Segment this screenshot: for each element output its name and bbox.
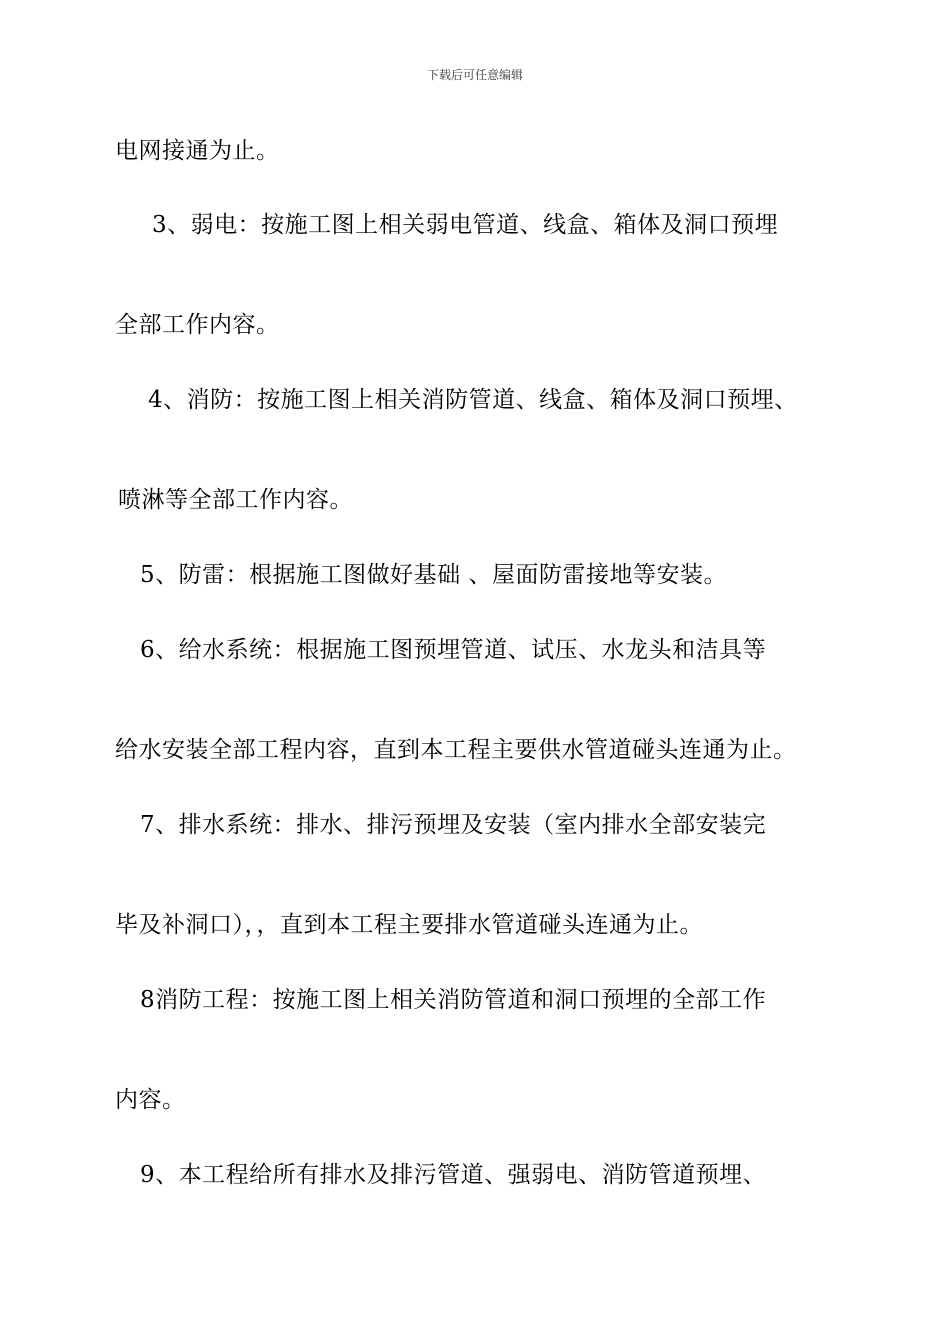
text-line-1: 电网接通为止。 <box>115 138 280 164</box>
text-line-10: 毕及补洞口），，直到本工程主要排水管道碰头连通为止。 <box>115 912 703 938</box>
text-line-2: 3、弱电：按施工图上相关弱电管道、线盒、箱体及洞口预埋 <box>152 212 779 238</box>
text-line-11: 8消防工程：按施工图上相关消防管道和洞口预埋的全部工作 <box>140 987 767 1013</box>
text-line-8: 给水安装全部工程内容，直到本工程主要供水管道碰头连通为止。 <box>115 737 797 763</box>
text-line-13: 9、本工程给所有排水及排污管道、强弱电、消防管道预埋、 <box>140 1162 767 1188</box>
text-line-12: 内容。 <box>115 1087 186 1113</box>
text-line-7: 6、给水系统：根据施工图预埋管道、试压、水龙头和洁具等 <box>140 637 767 663</box>
text-line-6: 5、防雷：根据施工图做好基础 、屋面防雷接地等安装。 <box>140 562 727 588</box>
text-line-3: 全部工作内容。 <box>115 312 280 338</box>
text-line-5: 喷淋等全部工作内容。 <box>118 487 353 513</box>
text-line-9: 7、排水系统：排水、排污预埋及安装（室内排水全部安装完 <box>140 812 767 838</box>
text-line-4: 4、消防：按施工图上相关消防管道、线盒、箱体及洞口预埋、 <box>148 387 798 413</box>
page-header-note: 下载后可任意编辑 <box>426 68 523 82</box>
